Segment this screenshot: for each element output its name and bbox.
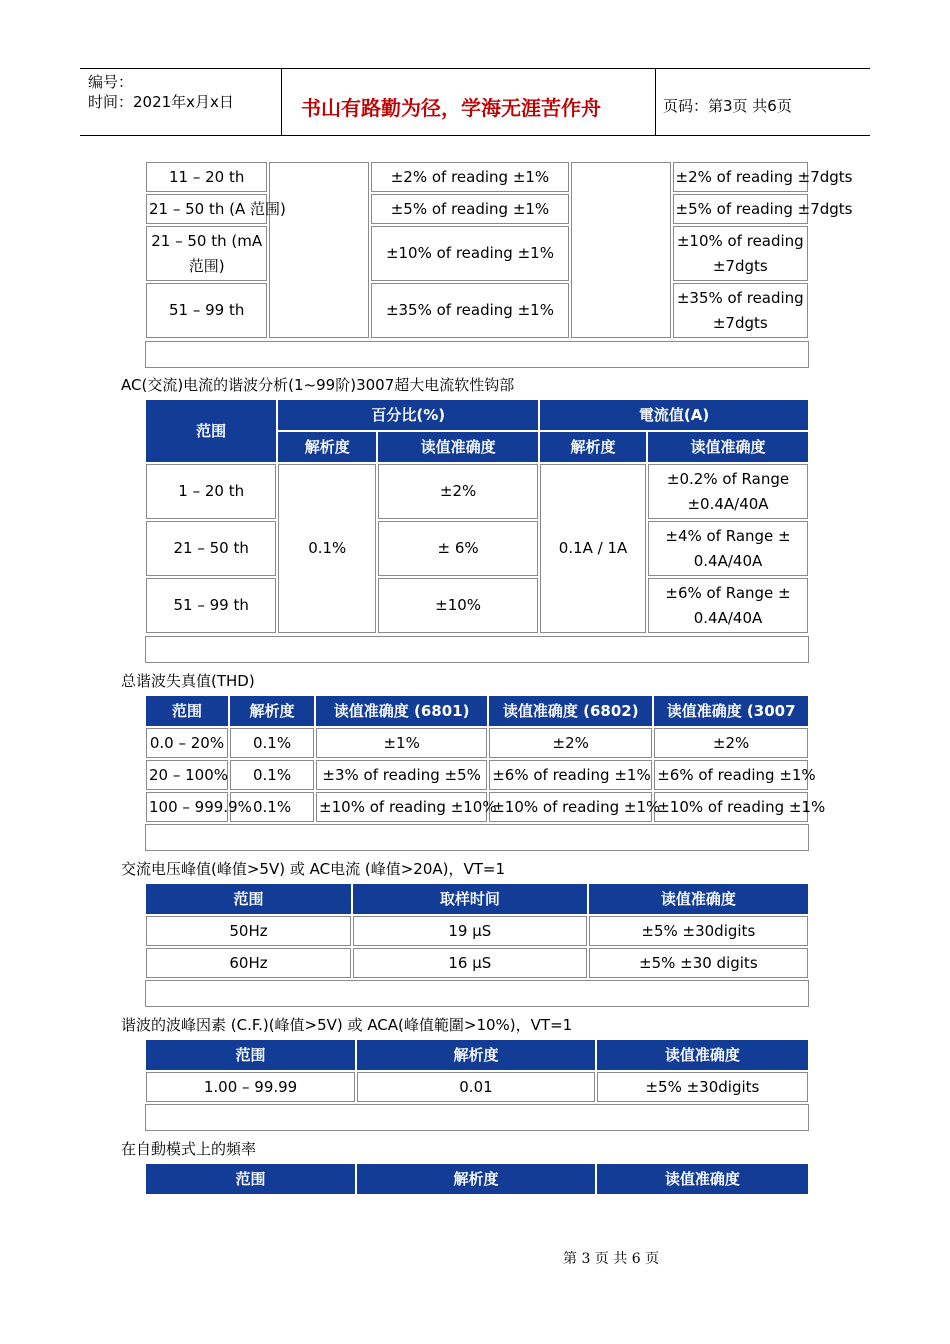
section-caption-harmonic-current: AC(交流)电流的谐波分析(1~99阶)3007超大电流软性钩部 <box>121 376 515 394</box>
table-cell-accuracy-percent: ± 6% <box>378 521 538 576</box>
table-cell-accuracy: ±5% of reading ±1% <box>371 194 570 224</box>
table-cell-range: 1 – 20 th <box>146 464 276 519</box>
table-cell-accuracy-current: ±6% of Range ± 0.4A/40A <box>648 578 808 633</box>
column-header-current: 電流值(A) <box>540 400 808 430</box>
harmonic-accuracy-table-continued <box>144 160 853 340</box>
table-cell-resolution: 0.1% <box>230 792 314 822</box>
header-motto: 书山有路勤为径，学海无涯苦作舟 <box>301 96 601 120</box>
table-cell-range: 1.00 – 99.99 <box>146 1072 355 1102</box>
table-cell-accuracy: ±6% of reading ±1% <box>654 760 808 790</box>
section-caption-crest-factor: 谐波的波峰因素 (C.F.)(峰值>5V) 或 ACA(峰值範圍>10%)，VT=1 <box>121 1016 573 1034</box>
column-header-range: 范围 <box>146 1040 355 1070</box>
column-header-range: 范围 <box>146 400 276 462</box>
table-cell-accuracy-current: ±4% of Range ± 0.4A/40A <box>648 521 808 576</box>
column-header-resolution: 解析度 <box>230 696 314 726</box>
table-cell-range: 60Hz <box>146 948 351 978</box>
peak-value-table <box>144 882 810 980</box>
header-divider-left <box>281 68 282 136</box>
table-cell-accuracy: ±1% <box>316 728 487 758</box>
table-cell-resolution-current: 0.1A / 1A <box>540 464 646 633</box>
spacer-row <box>145 980 809 1007</box>
section-caption-thd: 总谐波失真值(THD) <box>121 672 255 690</box>
column-header-accuracy-3007: 读值准确度 (3007 <box>654 696 808 726</box>
table-cell-sampling-time: 19 µS <box>353 916 587 946</box>
table-cell-accuracy-current: ±0.2% of Range ±0.4A/40A <box>648 464 808 519</box>
table-cell-range: 51 – 99 th <box>146 578 276 633</box>
spacer-row <box>145 341 809 368</box>
table-cell-accuracy-percent: ±2% <box>378 464 538 519</box>
header-page-label: 页码：第3页 共6页 <box>663 97 792 115</box>
column-header-range: 范围 <box>146 884 351 914</box>
table-cell-blank <box>269 162 368 338</box>
header-divider-right <box>655 68 656 136</box>
table-cell-accuracy: ±5% ±30digits <box>597 1072 808 1102</box>
spacer-row <box>145 636 809 663</box>
harmonic-current-table <box>144 398 810 635</box>
thd-table <box>144 694 826 824</box>
column-header-resolution: 解析度 <box>540 432 646 462</box>
table-cell-accuracy-percent: ±10% <box>378 578 538 633</box>
table-cell-accuracy: ±2% of reading ±7dgts <box>673 162 808 192</box>
document-code-label: 编号： <box>88 73 134 91</box>
table-cell-range: 50Hz <box>146 916 351 946</box>
crest-factor-table <box>144 1038 810 1104</box>
column-header-accuracy-6802: 读值准确度 (6802) <box>489 696 652 726</box>
header-top-rule <box>80 68 870 69</box>
table-cell-range: 21 – 50 th (A 范围) <box>146 194 267 224</box>
table-cell-sampling-time: 16 µS <box>353 948 587 978</box>
table-cell-range: 20 – 100% <box>146 760 228 790</box>
table-cell-range: 21 – 50 th (mA 范围) <box>146 226 267 281</box>
column-header-percent: 百分比(%) <box>278 400 538 430</box>
spacer-row <box>145 824 809 851</box>
column-header-range: 范围 <box>146 1164 355 1194</box>
table-cell-accuracy: ±2% <box>489 728 652 758</box>
table-cell-accuracy: ±10% of reading ±1% <box>489 792 652 822</box>
column-header-resolution: 解析度 <box>278 432 376 462</box>
table-cell-accuracy: ±10% of reading ±1% <box>371 226 570 281</box>
table-cell-blank <box>571 162 670 338</box>
table-cell-accuracy: ±10% of reading ±10% <box>316 792 487 822</box>
table-cell-accuracy: ±5% ±30 digits <box>589 948 808 978</box>
table-cell-accuracy: ±2% <box>654 728 808 758</box>
table-cell-accuracy: ±10% of reading ±1% <box>654 792 808 822</box>
table-cell-range: 100 – 999.9% <box>146 792 228 822</box>
column-header-sampling-time: 取样时间 <box>353 884 587 914</box>
table-cell-accuracy: ±2% of reading ±1% <box>371 162 570 192</box>
frequency-table <box>144 1162 810 1196</box>
column-header-accuracy-6801: 读值准确度 (6801) <box>316 696 487 726</box>
table-cell-accuracy: ±35% of reading ±1% <box>371 283 570 338</box>
spacer-row <box>145 1104 809 1131</box>
page-footer: 第 3 页 共 6 页 <box>563 1251 660 1267</box>
column-header-accuracy: 读值准确度 <box>378 432 538 462</box>
column-header-accuracy: 读值准确度 <box>597 1040 808 1070</box>
table-cell-accuracy: ±35% of reading ±7dgts <box>673 283 808 338</box>
header-bottom-rule <box>80 135 870 136</box>
table-cell-resolution: 0.1% <box>230 728 314 758</box>
table-cell-range: 0.0 – 20% <box>146 728 228 758</box>
table-cell-range: 11 – 20 th <box>146 162 267 192</box>
table-cell-resolution: 0.1% <box>230 760 314 790</box>
section-caption-frequency: 在自動模式上的頻率 <box>121 1140 257 1158</box>
table-cell-resolution: 0.01 <box>357 1072 595 1102</box>
column-header-accuracy: 读值准确度 <box>589 884 808 914</box>
table-cell-resolution-percent: 0.1% <box>278 464 376 633</box>
table-cell-accuracy: ±5% ±30digits <box>589 916 808 946</box>
document-time-label: 时间：2021年x月x日 <box>88 93 234 111</box>
table-cell-range: 21 – 50 th <box>146 521 276 576</box>
column-header-resolution: 解析度 <box>357 1040 595 1070</box>
table-cell-accuracy: ±3% of reading ±5% <box>316 760 487 790</box>
column-header-accuracy: 读值准确度 <box>648 432 808 462</box>
table-cell-accuracy: ±5% of reading ±7dgts <box>673 194 808 224</box>
column-header-accuracy: 读值准确度 <box>597 1164 808 1194</box>
table-cell-range: 51 – 99 th <box>146 283 267 338</box>
table-cell-accuracy: ±6% of reading ±1% <box>489 760 652 790</box>
column-header-resolution: 解析度 <box>357 1164 595 1194</box>
section-caption-peak-value: 交流电压峰值(峰值>5V) 或 AC电流 (峰值>20A)，VT=1 <box>121 860 506 878</box>
column-header-range: 范围 <box>146 696 228 726</box>
table-cell-accuracy: ±10% of reading ±7dgts <box>673 226 808 281</box>
